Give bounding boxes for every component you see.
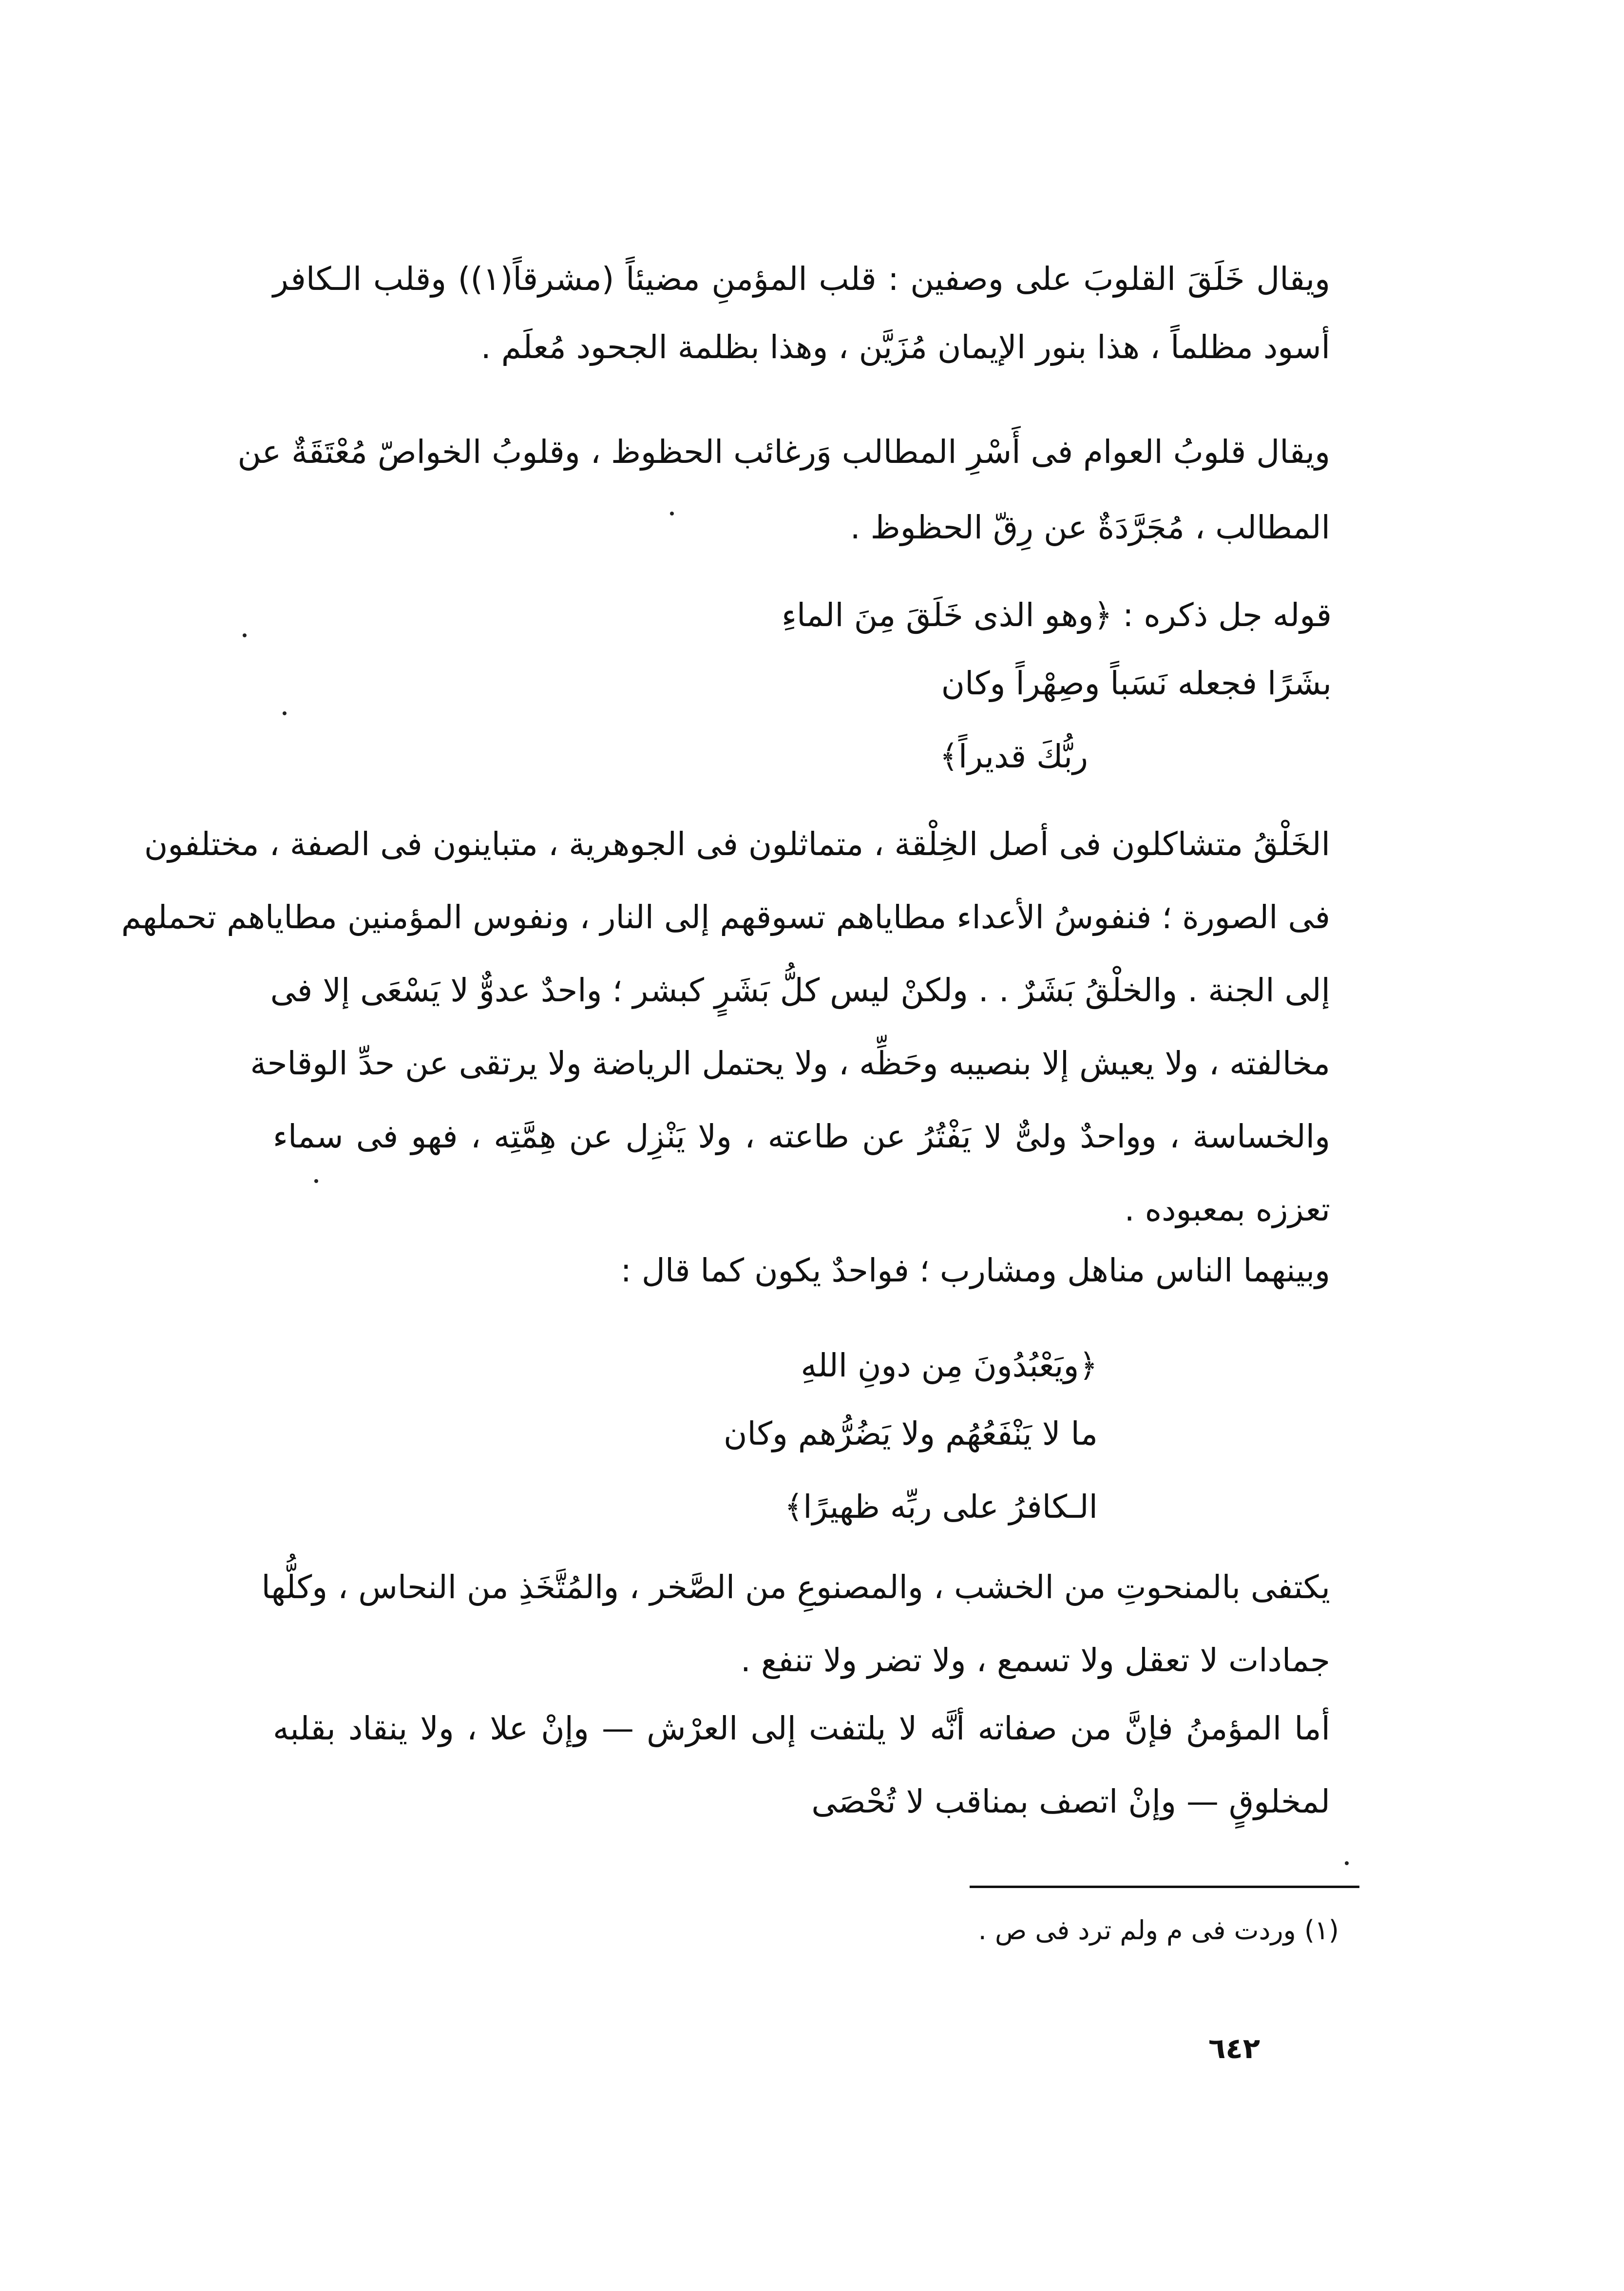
paragraph-1 <box>273 260 1330 366</box>
text-line: ويقال خَلَقَ القلوبَ على وصفين : قلب المؤمنِ مضيئاً (مشرقاً(١)) وقلب الـكافر <box>273 260 1330 298</box>
verse-line: الـكافرُ على ربِّه ظهيرًا﴾ <box>784 1488 1098 1526</box>
text-line: المطالب ، مُجَرَّدَةٌ عن رِقّ الحظوظ . <box>850 509 1330 546</box>
text-line: ويقال قلوبُ العوام فى أَسْرِ المطالب وَرغائب الحظوظ ، وقلوبُ الخواصّ مُعْتَقَةٌ عن <box>237 433 1330 471</box>
paragraph-4 <box>273 1252 1330 1289</box>
text-line: مخالفته ، ولا يعيش إلا بنصيبه وحَظِّه ، ولا يحتمل الرياضة ولا يرتقى عن حدِّ الوقاحة <box>250 1045 1330 1082</box>
paragraph-3 <box>121 825 1330 1228</box>
verse-line: بشَرًا فجعله نَسَباً وصِهْراً وكان <box>941 665 1332 702</box>
scan-speck <box>243 633 247 637</box>
verse-line: قوله جل ذكره : ﴿وهو الذى خَلَقَ مِنَ الماءِ <box>781 596 1332 634</box>
paragraph-2 <box>237 433 1330 546</box>
text-line: وبينهما الناس مناهل ومشارب ؛ فواحدٌ يكون كما قال : <box>620 1252 1330 1289</box>
text-line: جمادات لا تعقل ولا تسمع ، ولا تضر ولا تنفع . <box>740 1642 1330 1679</box>
text-line: لمخلوقٍ — وإنْ اتصف بمناقب لا تُحْصَى <box>811 1783 1330 1820</box>
quran-verse-1 <box>625 596 1332 775</box>
footnote-rule <box>970 1886 1359 1888</box>
scan-speck <box>283 711 287 715</box>
scan-speck <box>314 1179 318 1183</box>
quran-verse-2 <box>562 1347 1098 1526</box>
text-line: أما المؤمنُ فإنَّ من صفاته أنَّه لا يلتفت إلى العرْش — وإنْ علا ، ولا ينقاد بقلبه <box>273 1710 1330 1747</box>
footnote: (١) وردت فى م ولم ترد فى ص . <box>978 1915 1339 1946</box>
verse-line: ربُّكَ قديراً﴾ <box>939 738 1088 775</box>
text-line: إلى الجنة . والخلْقُ بَشَرٌ . . ولكنْ ليس كلُّ بَشَرٍ كبشر ؛ واحدٌ عدوٌّ لا يَسْعَى إلا فى <box>270 972 1330 1009</box>
verse-line: ما لا يَنْفَعُهُم ولا يَضُرُّهم وكان <box>724 1415 1098 1452</box>
text-line: تعززه بمعبوده . <box>1124 1191 1330 1228</box>
text-line: والخساسة ، وواحدٌ ولىٌّ لا يَفْتُرُ عن طاعته ، ولا يَنْزِل عن هِمَّتِه ، فهو فى سماء <box>273 1118 1330 1155</box>
text-line: يكتفى بالمنحوتِ من الخشب ، والمصنوعِ من الصَّخر ، والمُتَّخَذِ من النحاس ، وكلُّها <box>261 1568 1330 1606</box>
page-number: ٦٤٢ <box>1208 2032 1261 2065</box>
paragraph-6 <box>273 1710 1330 1820</box>
text-line: فى الصورة ؛ فنفوسُ الأعداء مطاياهم تسوقهم إلى النار ، ونفوس المؤمنين مطاياهم تحملهم <box>121 898 1330 936</box>
verse-line: ﴿ويَعْبُدُونَ مِن دونِ اللهِ <box>801 1347 1098 1384</box>
paragraph-5 <box>261 1568 1330 1679</box>
scan-speck <box>1345 1861 1349 1865</box>
text-line: أسود مظلماً ، هذا بنور الإيمان مُزَيَّن ، وهذا بظلمة الجحود مُعلَم . <box>480 328 1330 366</box>
scan-speck <box>670 512 674 515</box>
text-line: الخَلْقُ متشاكلون فى أصل الخِلْقة ، متماثلون فى الجوهرية ، متباينون فى الصفة ، مختلفون <box>144 825 1330 863</box>
